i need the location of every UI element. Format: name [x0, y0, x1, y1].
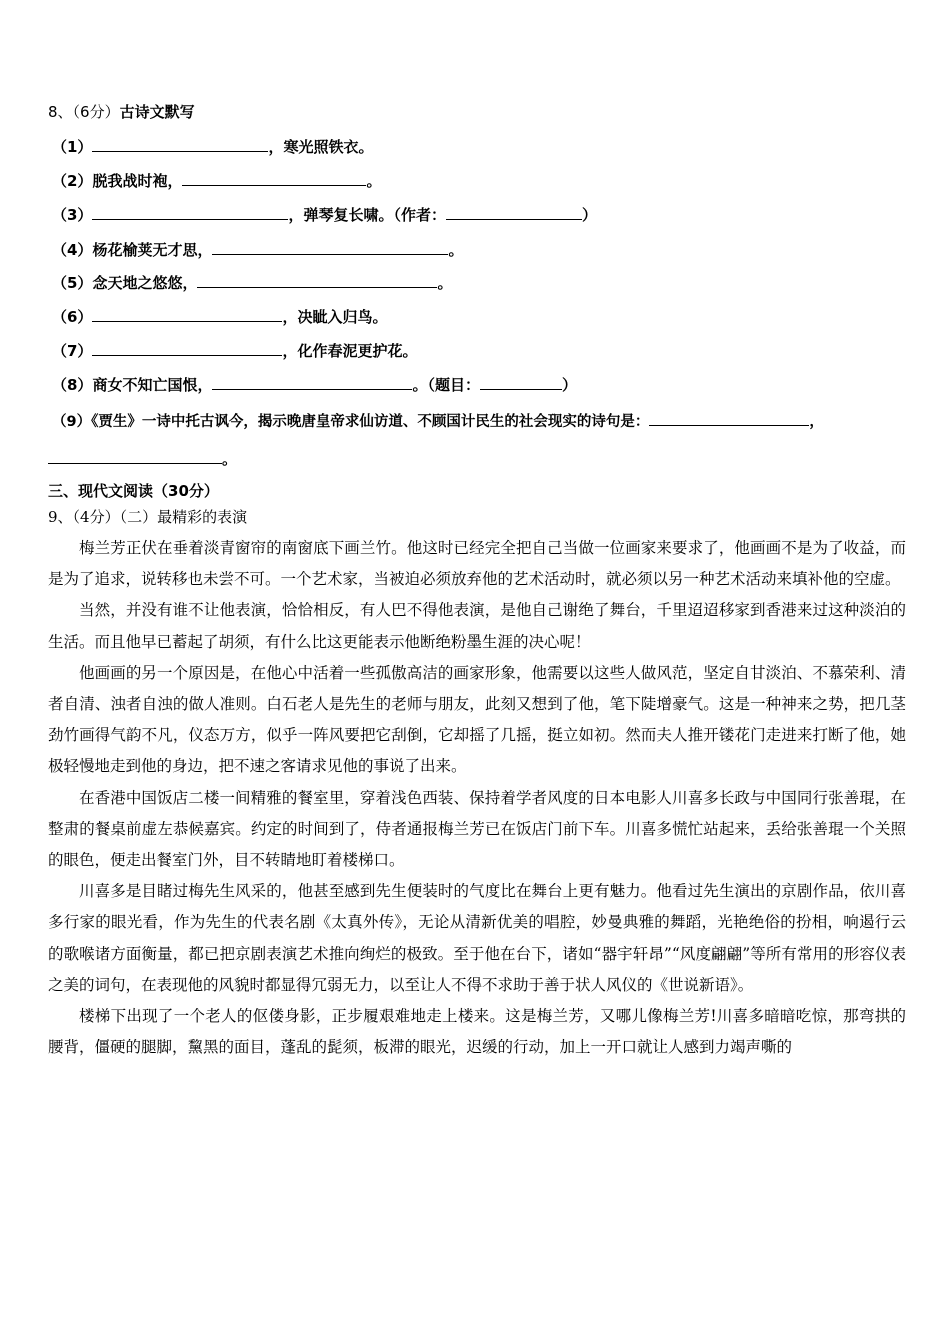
passage-paragraph: 在香港中国饭店二楼一间精雅的餐室里，穿着浅色西装、保持着学者风度的日本电影人川喜多长政与中国同行张善琨，在整肃的餐桌前虚左恭候嘉宾。约定的时间到了，侍者通报梅兰芳已在饭店门前下车。川喜多慌忙站起来，丢给张善琨一个关照的眼色，便走出餐室门外，目不转睛地盯着楼梯口。 — [48, 788, 906, 870]
question-9-header: 9、（4分）（二）最精彩的表演 — [48, 508, 248, 526]
item-text: 。 — [366, 172, 382, 190]
item-text: 。 — [222, 450, 238, 468]
item-label: （9） — [52, 414, 92, 430]
answer-blank[interactable] — [182, 171, 366, 186]
q8-item-4 — [52, 239, 463, 260]
answer-blank-continued[interactable] — [48, 449, 222, 464]
item-text: 。（题目： — [412, 376, 480, 394]
item-text: 。 — [448, 241, 464, 259]
q8-item-7 — [52, 340, 417, 361]
answer-blank[interactable] — [92, 205, 288, 220]
answer-blank[interactable] — [92, 341, 282, 356]
q8-item-6 — [52, 306, 387, 327]
item-text: ，化作春泥更护花。 — [282, 342, 418, 360]
passage-paragraph: 楼梯下出现了一个老人的伛偻身影，正步履艰难地走上楼来。这是梅兰芳，又哪儿像梅兰芳!川喜多暗暗吃惊，那弯拱的腰背，僵硬的腿脚，黧黑的面目，蓬乱的髭须，板滞的眼光，迟缓的行动，加上一开口就让人感到力竭声嘶的 — [48, 1007, 906, 1057]
section-title: 三、现代文阅读（30分） — [48, 482, 219, 500]
item-text: 念天地之悠悠， — [92, 274, 198, 292]
item-label: （5） — [52, 274, 93, 292]
title-blank[interactable] — [480, 375, 562, 390]
q8-item-9-line2 — [48, 448, 237, 469]
item-label: （1） — [52, 138, 93, 156]
q8-item-3 — [52, 204, 597, 225]
question-points: （6分） — [72, 103, 120, 121]
item-label: （8） — [52, 376, 93, 394]
answer-blank[interactable] — [92, 137, 268, 152]
item-text: ，弹琴复长啸。（作者： — [288, 206, 446, 224]
q8-item-8 — [52, 374, 577, 395]
item-text: 。 — [437, 274, 453, 292]
item-text: ） — [561, 376, 577, 394]
item-text: 脱我战时袍， — [92, 172, 183, 190]
item-label: （7） — [52, 342, 93, 360]
item-label: （6） — [52, 308, 93, 326]
answer-blank[interactable] — [92, 307, 282, 322]
item-label: （2） — [52, 172, 93, 190]
item-text: ，寒光照铁衣。 — [268, 138, 374, 156]
item-text: 商女不知亡国恨， — [92, 376, 213, 394]
q8-item-5 — [52, 272, 452, 293]
q8-item-2 — [52, 170, 381, 191]
item-label: （4） — [52, 241, 93, 259]
question-8-header — [48, 101, 195, 122]
passage-paragraph: 梅兰芳正伏在垂着淡青窗帘的南窗底下画兰竹。他这时已经完全把自己当做一位画家来要求了，他画画不是为了收益，而是为了追求，说转移也未尝不可。一个艺术家，当被迫必须放弃他的艺术活动时，就必须以另一种艺术活动来填补他的空虚。 — [48, 539, 906, 589]
answer-blank[interactable] — [649, 411, 809, 426]
item-text: ， — [809, 414, 824, 430]
item-text: 《贾生》一诗中托古讽今，揭示晚唐皇帝求仙访道、不顾国计民生的社会现实的诗句是： — [91, 414, 650, 430]
answer-blank[interactable] — [212, 375, 412, 390]
item-text: ） — [581, 206, 597, 224]
q8-item-1 — [52, 136, 373, 157]
answer-blank[interactable] — [197, 273, 437, 288]
passage-paragraph: 川喜多是目睹过梅先生风采的，他甚至感到先生便装时的气度比在舞台上更有魅力。他看过先生演出的京剧作品，依川喜多行家的眼光看，作为先生的代表名剧《太真外传》，无论从清新优美的唱腔，妙曼典雅的舞蹈，光艳绝俗的扮相，响遏行云的歌喉诸方面衡量，都已把京剧表演艺术推向绚烂的极致。至于他在台下，诸如“器宇轩昂”“风度翩翩”等所有常用的形容仪表之美的词句，在表现他的风貌时都显得冗弱无力，以至让人不得不求助于善于状人风仪的《世说新语》。 — [48, 882, 906, 994]
answer-blank[interactable] — [212, 240, 448, 255]
author-blank[interactable] — [446, 205, 582, 220]
q8-item-9 — [52, 410, 824, 431]
item-label: （3） — [52, 206, 93, 224]
passage-paragraph: 他画画的另一个原因是，在他心中活着一些孤傲高洁的画家形象，他需要以这些人做风范，坚定自甘淡泊、不慕荣利、清者自清、浊者自浊的做人准则。白石老人是先生的老师与朋友，此刻又想到了他，笔下陡增豪气。这是一种神来之势，把几茎劲竹画得气韵不凡，仪态万方，似乎一阵风要把它刮倒，它却摇了几摇，挺立如初。然而夫人推开镂花门走进来打断了他，她极轻慢地走到他的身边，把不速之客请求见他的事说了出来。 — [48, 663, 906, 776]
question-number: 8、 — [48, 103, 73, 121]
question-title: 古诗文默写 — [119, 103, 195, 121]
passage-paragraph: 当然，并没有谁不让他表演，恰恰相反，有人巴不得他表演，是他自己谢绝了舞台，千里迢迢移家到香港来过这种淡泊的生活。而且他早已蓄起了胡须，有什么比这更能表示他断绝粉墨生涯的决心呢！ — [48, 601, 906, 651]
item-text: ，决眦入归鸟。 — [282, 308, 388, 326]
reading-passage — [48, 533, 906, 1063]
item-text: 杨花榆荚无才思， — [92, 241, 213, 259]
